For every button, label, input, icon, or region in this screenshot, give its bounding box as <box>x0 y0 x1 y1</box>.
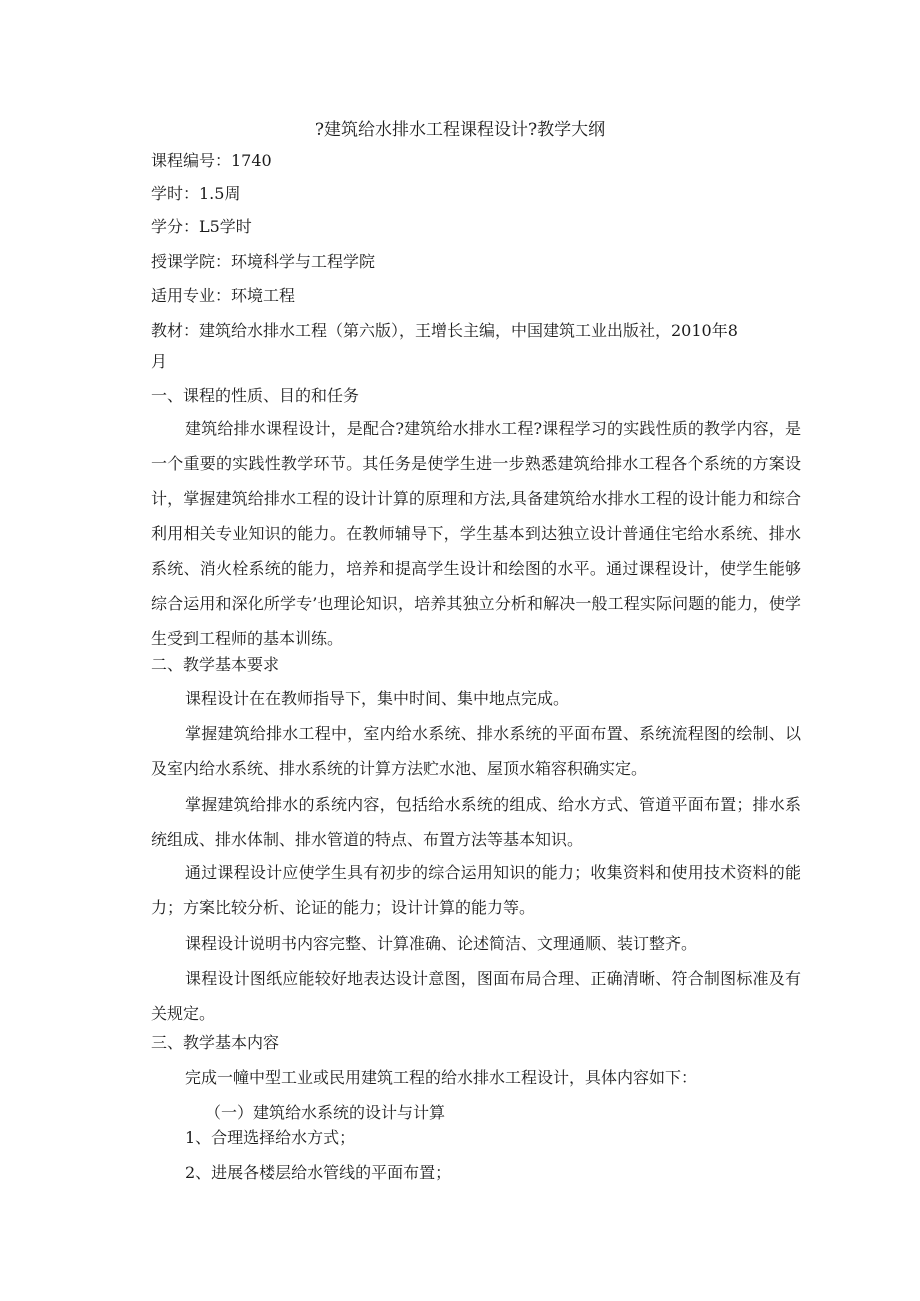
content-item-1: 1、合理选择给水方式； <box>185 1128 356 1147</box>
course-hours: 学时：1.5周 <box>151 184 241 203</box>
textbook-line-1: 教材：建筑给水排水工程（第六版），王增长主编，中国建筑工业出版社，2010年8 <box>151 321 738 340</box>
applicable-major: 适用专业：环境工程 <box>151 286 296 305</box>
section-3-heading: 三、教学基本内容 <box>151 1033 280 1052</box>
section-1-heading: 一、课程的性质、目的和任务 <box>151 386 360 405</box>
requirement-item-3: 掌握建筑给排水的系统内容，包括给水系统的组成、给水方式、管道平面布置；排水系统组成、排水体制、排水管道的特点、布置方法等基本知识。 <box>151 795 801 849</box>
section-2-heading: 二、教学基本要求 <box>151 655 280 674</box>
textbook-line-2: 月 <box>151 352 168 371</box>
teaching-school: 授课学院：环境科学与工程学院 <box>151 252 376 271</box>
section-3-subheading: （一）建筑给水系统的设计与计算 <box>205 1103 446 1122</box>
section-1-paragraph: 建筑给排水课程设计，是配合?建筑给水排水工程?课程学习的实践性质的教学内容，是一个重要的实践性教学环节。其任务是使学生进一步熟悉建筑给排水工程各个系统的方案设计，掌握建筑给排水工程的设计计算的原理和方法,具备建筑给水排水工程的设计能力和综合利用相关专业知识的能力。在教师辅导下，学生基本到达独立设计普通住宅给水系统、排水系统、消火栓系统的能力，培养和提高学生设计和绘图的水平。通过课程设计，使学生能够综合运用和深化所学专’也理论知识，培养其独立分析和解决一般工程实际问题的能力，使学生受到工程师的基本训练。 <box>151 419 801 648</box>
course-code: 课程编号：1740 <box>151 151 272 170</box>
requirement-item-4: 通过课程设计应使学生具有初步的综合运用知识的能力；收集资料和使用技术资料的能力；方案比较分析、论证的能力；设计计算的能力等。 <box>151 863 801 917</box>
section-3-intro: 完成一幢中型工业或民用建筑工程的给水排水工程设计，具体内容如下： <box>185 1068 698 1087</box>
requirement-item-2: 掌握建筑给排水工程中，室内给水系统、排水系统的平面布置、系统流程图的绘制、以及室内给水系统、排水系统的计算方法贮水池、屋顶水箱容积确实定。 <box>151 724 801 778</box>
requirement-item-6: 课程设计图纸应能较好地表达设计意图，图面布局合理、正确清晰、符合制图标准及有关规定。 <box>151 969 801 1023</box>
requirement-item-1: 课程设计在在教师指导下，集中时间、集中地点完成。 <box>185 689 570 708</box>
course-credits: 学分：L5学时 <box>151 217 252 236</box>
content-item-2: 2、进展各楼层给水管线的平面布置； <box>185 1163 452 1182</box>
document-title: ?建筑给水排水工程课程设计?教学大纲 <box>314 120 606 140</box>
requirement-item-5: 课程设计说明书内容完整、计算准确、论述简洁、文理通顺、装订整齐。 <box>185 934 698 953</box>
